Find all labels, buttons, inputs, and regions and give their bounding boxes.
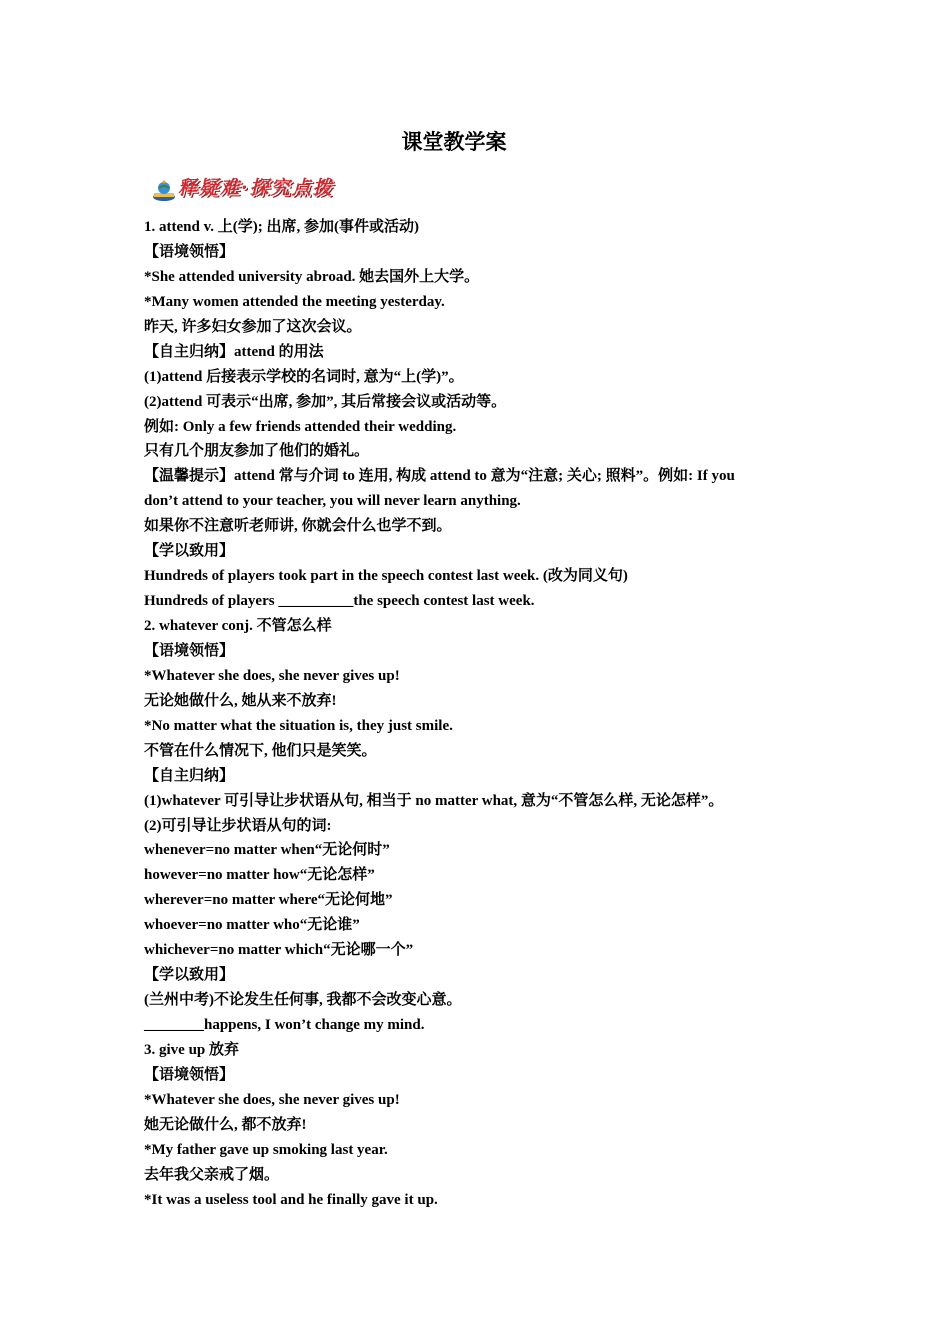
text-line: 无论她做什么, 她从来不放弃!	[144, 692, 337, 709]
text-line: 如果你不注意听老师讲, 你就会什么也学不到。	[144, 518, 452, 535]
text-line: *Whatever she does, she never gives up!	[144, 1091, 400, 1108]
text-line: Hundreds of players took part in the speech contest last week. (改为同义句)	[144, 568, 628, 585]
text-line: *No matter what the situation is, they just smile.	[144, 717, 453, 734]
text-line: 她无论做什么, 都不放弃!	[144, 1116, 307, 1133]
text-line: whichever=no matter which“无论哪一个”	[144, 942, 414, 959]
text-line: 【自主归纳】	[144, 767, 235, 784]
text-line: (兰州中考)不论发生任何事, 我都不会改变心意。	[144, 992, 462, 1009]
text-line: 2. whatever conj. 不管怎么样	[144, 618, 332, 634]
text-line: whoever=no matter who“无论谁”	[144, 917, 360, 934]
text-line: 【温馨提示】attend 常与介词 to 连用, 构成 attend to 意为“注意; 关心; 照料”。例如: If you	[144, 468, 735, 485]
text-line: (1)whatever 可引导让步状语从句, 相当于 no matter what, 意为“不管怎么样, 无论怎样”。	[144, 792, 724, 809]
text-line: 【学以致用】	[144, 543, 235, 560]
text-line: wherever=no matter where“无论何地”	[144, 892, 393, 909]
section-banner	[152, 172, 372, 206]
text-line: 不管在什么情况下, 他们只是笑笑。	[144, 742, 377, 759]
text-line: (1)attend 后接表示学校的名词时, 意为“上(学)”。	[144, 368, 464, 385]
text-line: (2)可引导让步状语从句的词:	[144, 817, 332, 834]
text-line: *My father gave up smoking last year.	[144, 1141, 388, 1158]
text-line: 【语境领悟】	[144, 243, 235, 260]
book-globe-icon	[152, 180, 176, 202]
text-line: whenever=no matter when“无论何时”	[144, 842, 390, 859]
text-line: *Whatever she does, she never gives up!	[144, 667, 400, 684]
text-line: ________happens, I won’t change my mind.	[144, 1017, 425, 1033]
text-line: 例如: Only a few friends attended their wedding.	[144, 418, 457, 435]
text-line: *Many women attended the meeting yesterday.	[144, 293, 445, 310]
text-line: Hundreds of players __________the speech contest last week.	[144, 593, 535, 610]
text-line: however=no matter how“无论怎样”	[144, 867, 375, 884]
text-line: (2)attend 可表示“出席, 参加”, 其后常接会议或活动等。	[144, 393, 507, 410]
text-line: 3. give up 放弃	[144, 1041, 240, 1058]
text-line: 【学以致用】	[144, 967, 235, 984]
text-line: 只有几个朋友参加了他们的婚礼。	[144, 443, 370, 460]
banner-text: 释疑难·探究点拨	[178, 177, 334, 199]
text-line: *She attended university abroad. 她去国外上大学。	[144, 268, 480, 285]
text-line: 【语境领悟】	[144, 642, 235, 659]
text-line: 【自主归纳】attend 的用法	[144, 343, 324, 360]
text-line: 1. attend v. 上(学); 出席, 参加(事件或活动)	[144, 219, 419, 235]
text-line: 昨天, 许多妇女参加了这次会议。	[144, 318, 362, 335]
text-line: 【语境领悟】	[144, 1066, 235, 1083]
text-line: 去年我父亲戒了烟。	[144, 1166, 280, 1183]
content-body	[144, 215, 824, 1213]
text-line: *It was a useless tool and he finally gave it up.	[144, 1191, 438, 1208]
page-title: 课堂教学案	[401, 130, 507, 154]
text-line: don’t attend to your teacher, you will never learn anything.	[144, 493, 521, 510]
